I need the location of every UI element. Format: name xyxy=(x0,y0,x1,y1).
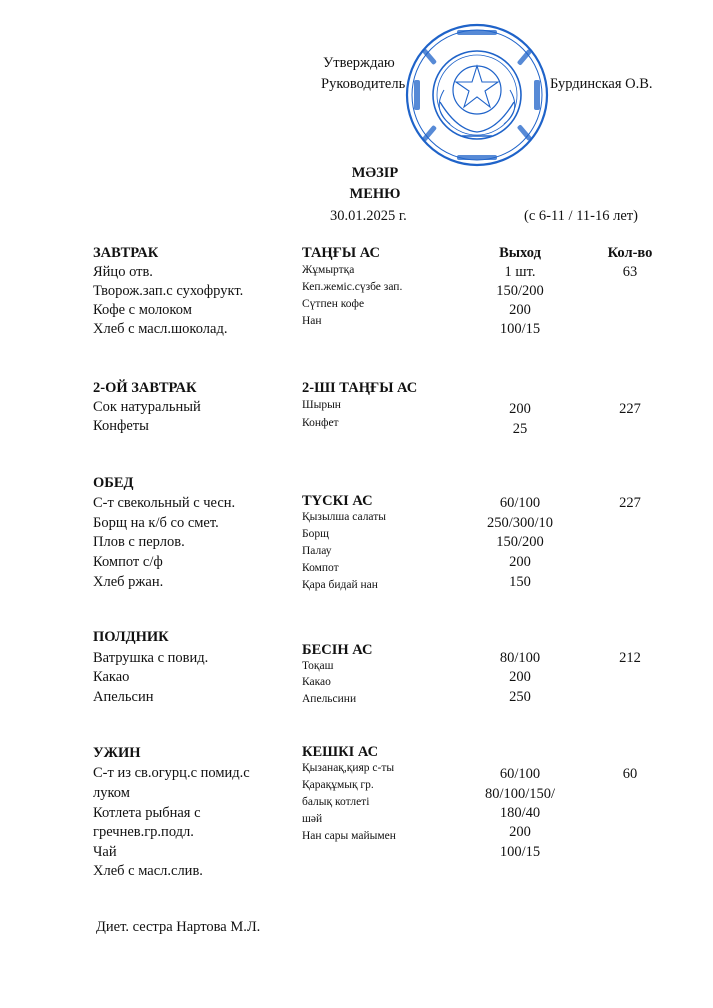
dish-kz: Қызылша салаты xyxy=(302,511,386,523)
dish-yield: 25 xyxy=(512,421,528,437)
meal-title-kz: КЕШКІ АС xyxy=(302,744,379,760)
head-name: Бурдинская О.В. xyxy=(550,76,653,92)
dish-kz: Компот xyxy=(302,562,339,574)
dietitian-signature: Диет. сестра Нартова М.Л. xyxy=(96,919,261,935)
dish-kz: Нан xyxy=(302,315,322,327)
dish-ru: гречнев.гр.подл. xyxy=(93,824,194,840)
column-qty-header: Кол-во xyxy=(607,245,653,261)
dish-kz: Қызанақ,қияр с-ты xyxy=(302,762,395,774)
menu-date: 30.01.2025 г. xyxy=(330,208,407,224)
dish-yield: 150 xyxy=(509,574,531,590)
dish-kz: Конфет xyxy=(302,417,339,429)
dish-ru: Апельсин xyxy=(93,689,154,705)
meal-qty: 227 xyxy=(619,495,641,511)
dish-yield: 80/100/150/ xyxy=(484,786,556,802)
dish-kz: Какао xyxy=(302,676,331,688)
meal-title-ru: ОБЕД xyxy=(93,475,134,491)
dish-yield: 1 шт. xyxy=(504,264,536,280)
dish-kz: балық котлеті xyxy=(302,796,370,808)
dish-ru: Конфеты xyxy=(93,418,149,434)
dish-yield: 200 xyxy=(509,401,531,417)
dish-kz: Кеп.жеміс.сүзбе зап. xyxy=(302,281,403,293)
dish-ru: луком xyxy=(93,785,130,801)
meal-title-ru: 2-ОЙ ЗАВТРАК xyxy=(93,380,197,396)
dish-kz: Борщ xyxy=(302,528,329,540)
head-label: Руководитель xyxy=(321,76,406,92)
dish-yield: 180/40 xyxy=(499,805,541,821)
dish-ru: Компот с/ф xyxy=(93,554,163,570)
dish-ru: С-т свекольный с чесн. xyxy=(93,495,236,511)
dish-ru: Борщ на к/б со смет. xyxy=(93,515,219,531)
column-yield-header: Выход xyxy=(499,245,541,261)
dish-yield: 250 xyxy=(509,689,531,705)
meal-title-ru: ЗАВТРАК xyxy=(93,245,159,261)
meal-qty: 60 xyxy=(622,766,638,782)
meal-title-ru: ПОЛДНИК xyxy=(93,629,169,645)
dish-kz: шәй xyxy=(302,813,323,825)
dish-ru: Хлеб с масл.шоколад. xyxy=(93,321,228,337)
dish-kz: Қарақұмық гр. xyxy=(302,779,374,791)
dish-kz: Палау xyxy=(302,545,332,557)
dish-yield: 250/300/10 xyxy=(486,515,554,531)
official-seal-icon xyxy=(402,20,552,170)
meal-qty: 227 xyxy=(619,401,641,417)
dish-yield: 60/100 xyxy=(499,495,541,511)
dish-yield: 200 xyxy=(509,824,531,840)
meal-qty: 63 xyxy=(622,264,638,280)
dish-kz: Жұмыртқа xyxy=(302,264,355,276)
dish-ru: Хлеб ржан. xyxy=(93,574,164,590)
dish-kz: Сүтпен кофе xyxy=(302,298,365,310)
dish-kz: Нан сары майымен xyxy=(302,830,396,842)
dish-yield: 200 xyxy=(509,669,531,685)
dish-ru: Какао xyxy=(93,669,130,685)
dish-yield: 60/100 xyxy=(499,766,541,782)
dish-ru: Яйцо отв. xyxy=(93,264,153,280)
meal-title-ru: УЖИН xyxy=(93,745,141,761)
approve-label: Утверждаю xyxy=(323,55,395,71)
dish-ru: Чай xyxy=(93,844,117,860)
menu-title-kz: МӘЗІР xyxy=(351,165,399,181)
meal-qty: 212 xyxy=(619,650,641,666)
dish-yield: 200 xyxy=(509,302,531,318)
dish-ru: Хлеб с масл.слив. xyxy=(93,863,203,879)
dish-ru: Плов с перлов. xyxy=(93,534,185,550)
dish-ru: Котлета рыбная с xyxy=(93,805,201,821)
dish-yield: 150/200 xyxy=(496,534,544,550)
dish-yield: 80/100 xyxy=(499,650,541,666)
menu-title-ru: МЕНЮ xyxy=(349,186,401,202)
dish-kz: Қара бидай нан xyxy=(302,579,378,591)
dish-yield: 200 xyxy=(509,554,531,570)
menu-age-range: (с 6-11 / 11-16 лет) xyxy=(524,208,638,224)
dish-yield: 150/200 xyxy=(496,283,544,299)
dish-ru: Ватрушка с повид. xyxy=(93,650,209,666)
meal-title-kz: БЕСІН АС xyxy=(302,642,373,658)
dish-kz: Апельсини xyxy=(302,693,357,705)
dish-yield: 100/15 xyxy=(499,844,541,860)
meal-title-kz: ТҮСКІ АС xyxy=(302,493,373,509)
dish-kz: Шырын xyxy=(302,399,341,411)
meal-title-kz: ТАҢҒЫ АС xyxy=(302,245,381,261)
meal-title-kz: 2-ШІ ТАҢҒЫ АС xyxy=(302,380,418,396)
dish-ru: Творож.зап.с сухофрукт. xyxy=(93,283,244,299)
dish-kz: Тоқаш xyxy=(302,660,334,672)
dish-ru: Кофе с молоком xyxy=(93,302,192,318)
dish-ru: С-т из св.огурц.с помид.с xyxy=(93,765,250,781)
dish-yield: 100/15 xyxy=(499,321,541,337)
dish-ru: Сок натуральный xyxy=(93,399,201,415)
